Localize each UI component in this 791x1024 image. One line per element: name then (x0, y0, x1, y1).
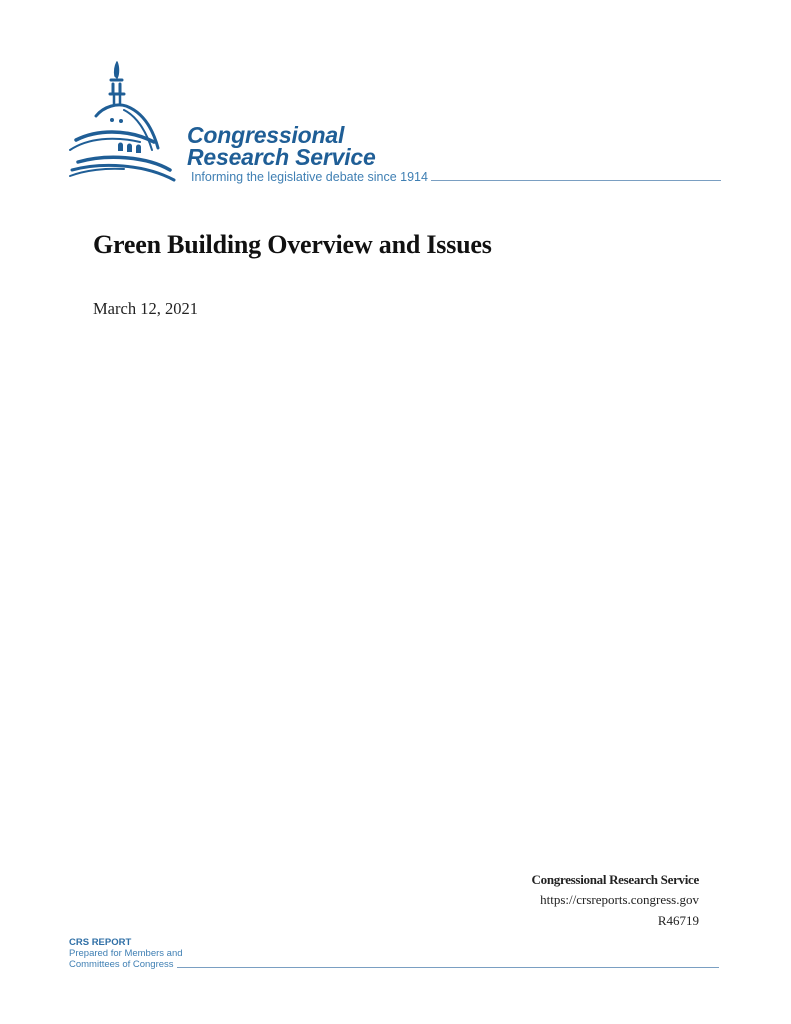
footer-line2: Committees of Congress (69, 959, 174, 970)
footer-divider (177, 967, 719, 968)
logo-name-line2: Research Service (187, 144, 376, 170)
document-date: March 12, 2021 (93, 299, 198, 318)
crs-logo (66, 58, 726, 188)
footer-row (69, 959, 719, 970)
publisher-url[interactable]: https://crsreports.congress.gov (540, 892, 699, 907)
footer-line1: Prepared for Members and (69, 948, 183, 959)
logo-wordmark (187, 124, 376, 168)
logo-tagline: Informing the legislative debate since 1914 (191, 170, 428, 184)
logo-tagline-row (191, 170, 721, 184)
publisher-block (532, 871, 699, 931)
publisher-organization: Congressional Research Service (531, 872, 699, 887)
capitol-dome-icon (66, 58, 186, 186)
document-title: Green Building Overview and Issues (93, 230, 492, 259)
header-divider (431, 180, 721, 181)
report-id: R46719 (657, 913, 699, 928)
footer-label: CRS REPORT (69, 937, 132, 948)
footer (69, 937, 719, 970)
logo-name-line1: Congressional (187, 122, 345, 148)
